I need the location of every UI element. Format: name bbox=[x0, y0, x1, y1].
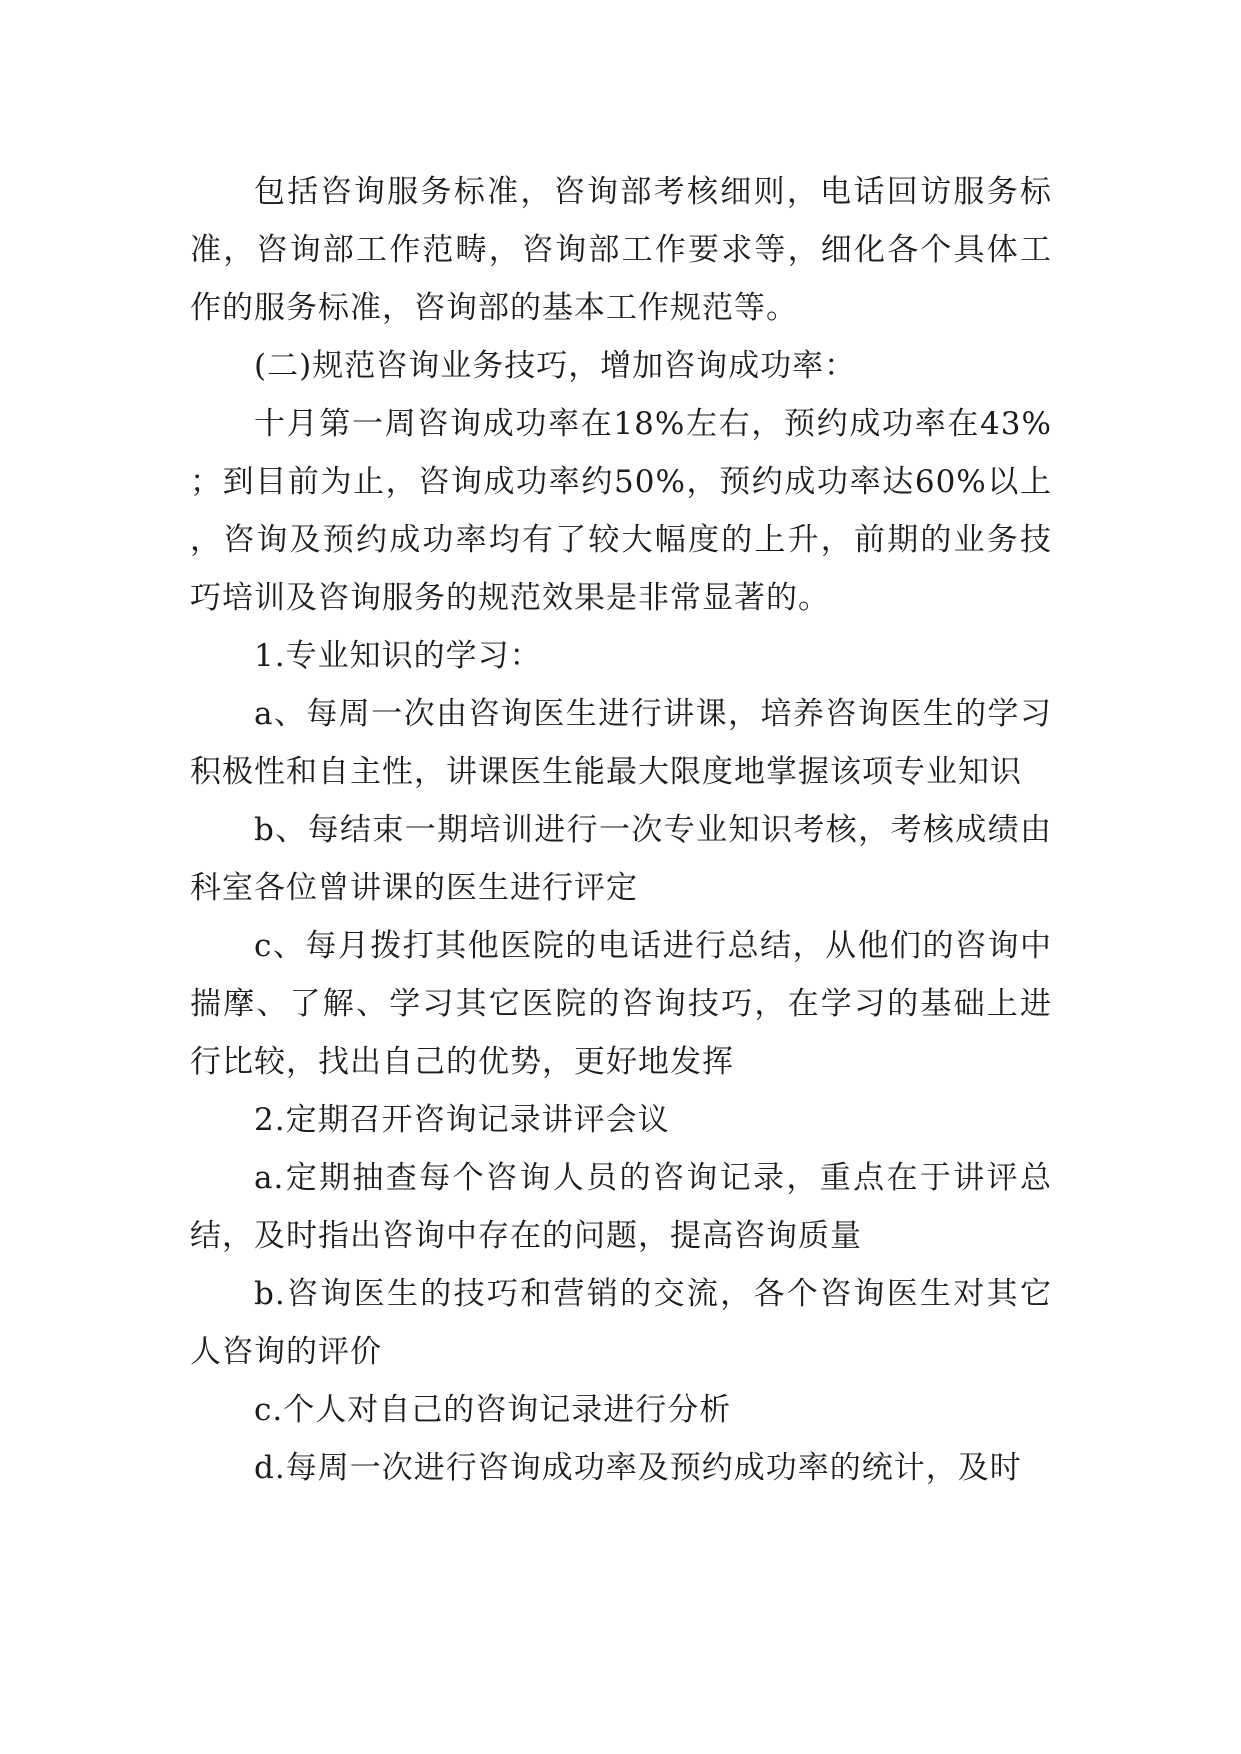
list-item-self-analysis: c.个人对自己的咨询记录进行分析 bbox=[254, 1392, 732, 1428]
list-item-weekly-statistics: d.每周一次进行咨询成功率及预约成功率的统计，及时 bbox=[254, 1450, 1022, 1486]
paragraph-success-rates: 十月第一周咨询成功率在18%左右，预约成功率在43%；到目前为止，咨询成功率约50%，预约成功率达60%以上，咨询及预约成功率均有了较大幅度的上升，前期的业务技巧培训及咨询服务的规范效果是非常显著的。 bbox=[190, 406, 1052, 616]
list-item-skills-exchange: b.咨询医生的技巧和营销的交流，各个咨询医生对其它人咨询的评价 bbox=[190, 1276, 1052, 1370]
subheading-record-review-meeting: 2.定期召开咨询记录讲评会议 bbox=[254, 1102, 670, 1138]
document-body bbox=[190, 163, 1052, 1497]
list-item-record-spot-check: a.定期抽查每个咨询人员的咨询记录，重点在于讲评总结，及时指出咨询中存在的问题，提高咨询质量 bbox=[190, 1160, 1052, 1254]
list-item-weekly-lecture: a、每周一次由咨询医生进行讲课，培养咨询医生的学习积极性和自主性，讲课医生能最大限度地掌握该项专业知识 bbox=[190, 696, 1052, 790]
paragraph-standards: 包括咨询服务标准，咨询部考核细则，电话回访服务标准，咨询部工作范畴，咨询部工作要求等，细化各个具体工作的服务标准，咨询部的基本工作规范等。 bbox=[190, 174, 1052, 326]
subheading-professional-knowledge: 1.专业知识的学习： bbox=[254, 638, 542, 674]
section-heading-consulting-skills: (二)规范咨询业务技巧，增加咨询成功率： bbox=[254, 348, 857, 384]
list-item-training-assessment: b、每结束一期培训进行一次专业知识考核，考核成绩由科室各位曾讲课的医生进行评定 bbox=[190, 812, 1052, 906]
list-item-monthly-calls: c、每月拨打其他医院的电话进行总结，从他们的咨询中揣摩、了解、学习其它医院的咨询技巧，在学习的基础上进行比较，找出自己的优势，更好地发挥 bbox=[190, 928, 1052, 1080]
